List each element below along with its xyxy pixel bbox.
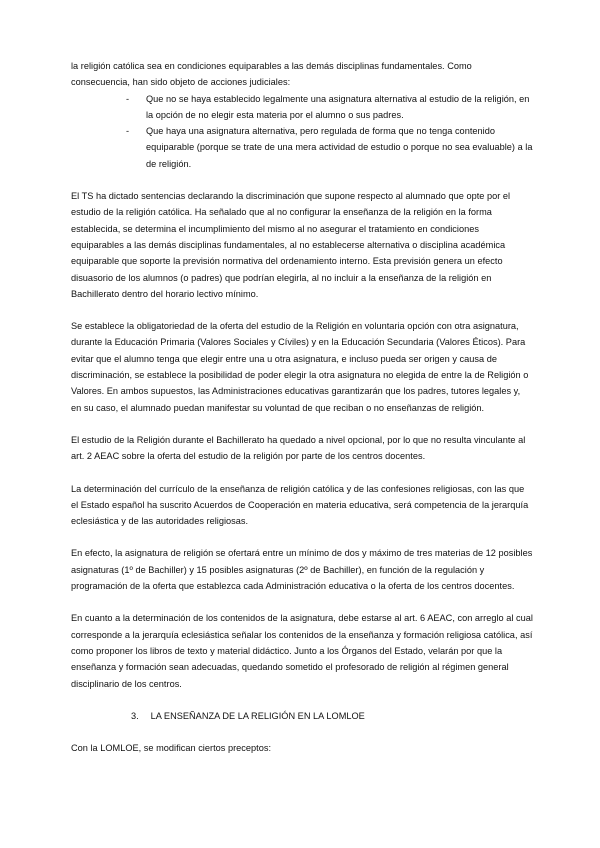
document-body <box>71 58 533 756</box>
list-item-text: Que no se haya establecido legalmente una asignatura alternativa al estudio de la religión, en la opción de no elegir esta materia por el alumno o sus padres. <box>146 93 530 120</box>
list-item-text: Que haya una asignatura alternativa, pero regulada de forma que no tenga contenido equiparable (porque se trate de una mera actividad de estudio o porque no sea evaluable) a la de religión. <box>146 126 533 169</box>
paragraph-contenidos: En cuanto a la determinación de los contenidos de la asignatura, debe estarse al art. 6 AEAC, con arreglo al cual corresponde a la jerarquía eclesiástica señalar los contenidos de la enseñanza y formación religiosa católica, así como proponer los libros de texto y material didáctico. Junto a los Órganos del Estado, velarán por que la enseñanza y formación sean adecuadas, quedando sometido el profesorado de religión al régimen general disciplinario de los centros. <box>71 613 533 689</box>
paragraph-curriculo: La determinación del currículo de la enseñanza de religión católica y de las confesiones religiosas, con las que el Estado español ha suscrito Acuerdos de Cooperación en materia educativa, será competencia de la jerarquía eclesiástica y de las autoridades religiosas. <box>71 483 529 527</box>
paragraph-oferta-materias: En efecto, la asignatura de religión se ofertará entre un mínimo de dos y máximo de tres materias de 12 posibles asignaturas (1º de Bachiller) y 15 posibles asignaturas (2º de Bachiller), en función de la regulación y programación de la oferta que establezca cada Administración educativa o la oferta de los centros docentes. <box>71 548 533 592</box>
closing-line: Con la LOMLOE, se modifican ciertos preceptos: <box>71 743 272 754</box>
paragraph-ts-sentencias: El TS ha dictado sentencias declarando la discriminación que supone respecto al alumnado que opte por el estudio de la religión católica. Ha señalado que al no configurar la enseñanza de la religión en la forma establecida, se determina el incumplimiento del mismo al no asegurar el tratamiento en condiciones equiparables a las demás disciplinas fundamentales, al no establecerse alternativa o disciplina académica equiparable que soporte la previsión normativa del ordenamiento interno. Esta previsión genera un efecto disuasorio de los alumnos (o padres) que podrían elegirla, al no incluir a la enseñanza de la religión en Bachillerato dentro del horario lectivo mínimo. <box>71 191 511 299</box>
section-heading <box>71 708 533 724</box>
section-title: LA ENSEÑANZA DE LA RELIGIÓN EN LA LOMLOE <box>150 710 365 721</box>
intro-paragraph: la religión católica sea en condiciones equiparables a las demás disciplinas fundamentales. Como consecuencia, han sido objeto de acciones judiciales: <box>71 61 472 88</box>
section-number: 3. <box>131 710 139 721</box>
paragraph-bachillerato: El estudio de la Religión durante el Bachillerato ha quedado a nivel opcional, por lo que no resulta vinculante al art. 2 AEAC sobre la oferta del estudio de la religión por parte de los centros docentes. <box>71 434 526 462</box>
dash-marker: - <box>126 93 130 104</box>
paragraph-obligatoriedad-oferta: Se establece la obligatoriedad de la oferta del estudio de la Religión en voluntaria opción con otra asignatura, durante la Educación Primaria (Valores Sociales y Cíviles) y en la Educación Secundaria (Valores Éticos). Para evitar que el alumno tenga que elegir entre una u otra asignatura, e incluso pueda ser origen y causa de discriminación, se establece la posibilidad de poder elegir la otra asignatura no elegida de entre la de Religión o Valores. En ambos supuestos, las Administraciones educativas garantizarán que los padres, tutores legales y, en su caso, el alumnado puedan manifestar su voluntad de que reciban o no enseñanzas de religión. <box>71 321 529 413</box>
dash-marker: - <box>126 126 130 137</box>
list-item <box>71 123 533 172</box>
list-item <box>71 91 533 124</box>
dash-list <box>71 91 533 172</box>
